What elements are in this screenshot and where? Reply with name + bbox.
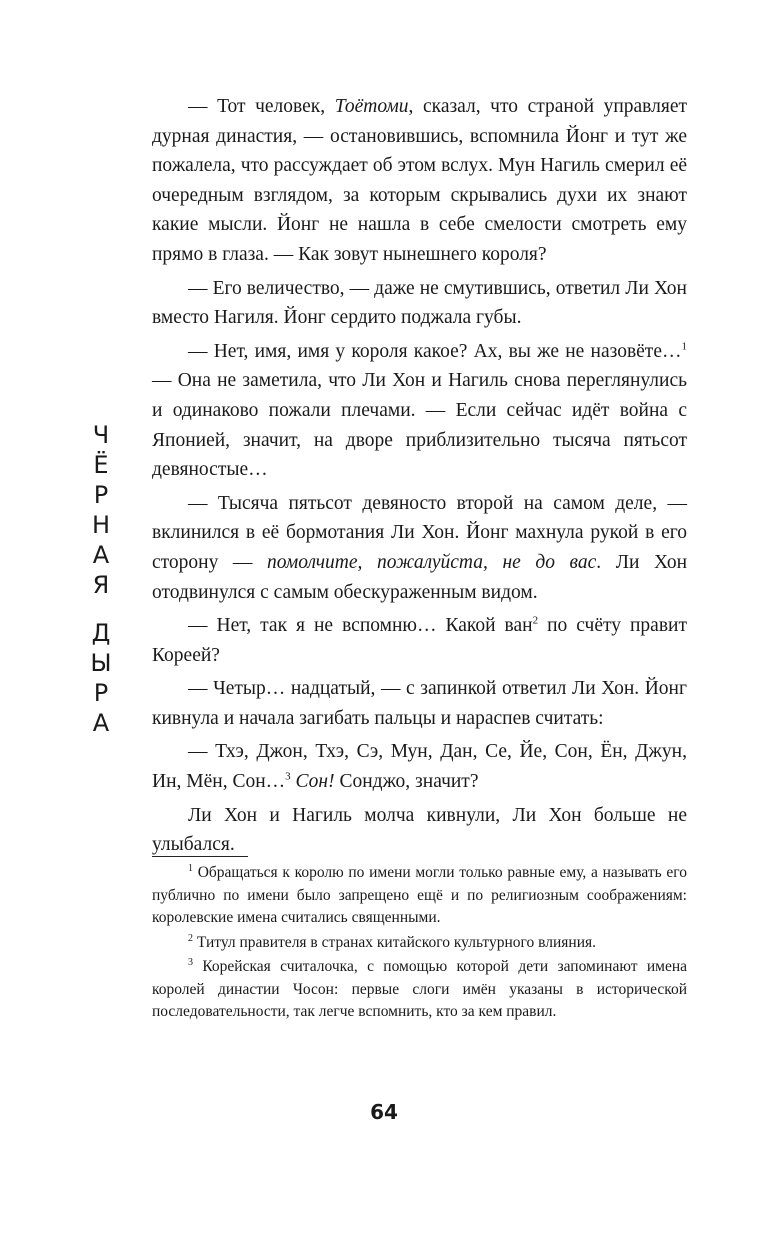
- footnote-ref: 1: [681, 340, 687, 353]
- title-word-gap: [86, 600, 116, 618]
- text-run: — Она не заметила, что Ли Хон и Нагиль снова переглянулись и одинаково пожали плечами. — Если сейчас идёт война с Японией, значит, на дворе приблизительно тысяча пятьсот девяностые…: [152, 370, 687, 481]
- footnote: [152, 956, 687, 1024]
- paragraph: [152, 337, 687, 485]
- text-run: — Тхэ, Джон, Тхэ, Сэ, Мун, Дан, Се, Йе, Сон, Ён, Джун, Ин, Мён, Сон…: [152, 741, 687, 793]
- footnote-number: 3: [188, 956, 193, 968]
- footnote: [152, 862, 687, 930]
- running-title-vertical: [86, 420, 116, 738]
- text-run: — Нет, так я не вспомню… Какой ван: [188, 615, 533, 637]
- italic-run: Сон!: [295, 771, 335, 793]
- footnote-number: 1: [188, 862, 193, 874]
- title-letter: Р: [93, 679, 109, 707]
- text-run: — Четыр… надцатый, — с запинкой ответил Ли Хон. Йонг кивнула и начала загибать пальцы и нараспев считать:: [152, 678, 687, 729]
- text-run: , сказал, что страной управляет дурная династия, — остановившись, вспомнила Йонг и тут же пожалела, что рассуждает об этом вслух. Мун Нагиль смерил её очередным взглядом, за которым скрывались духи их знают какие мысли. Йонг не нашла в себе смелости смотреть ему прямо в глаза. — Как зовут нынешнего короля?: [152, 96, 687, 265]
- footnote-separator: [152, 856, 248, 857]
- paragraph: [152, 92, 687, 270]
- text-run: . Ли Хон отодвинулся с самым обескураженным видом.: [152, 551, 688, 603]
- text-run: Ли Хон и Нагиль молча кивнули, Ли Хон больше не улыбался.: [152, 804, 687, 856]
- paragraph: [152, 274, 687, 333]
- title-letter: Я: [92, 571, 110, 599]
- title-letter: Ч: [92, 421, 110, 449]
- title-letter: Ё: [93, 451, 109, 479]
- paragraph: [152, 737, 687, 796]
- footnote-ref: 2: [532, 614, 539, 627]
- title-letter: Д: [91, 619, 111, 647]
- text-run: — Его величество, — даже не смутившись, ответил Ли Хон вместо Нагиля. Йонг сердито поджала губы.: [152, 277, 687, 329]
- title-letter: Ы: [90, 649, 112, 677]
- footnote-ref: 3: [285, 770, 291, 783]
- paragraph: [152, 489, 687, 607]
- text-run: — Нет, имя, имя у короля какое? Ах, вы же не назовёте…: [188, 340, 682, 362]
- footnote: [152, 932, 687, 955]
- footnote-number: 2: [188, 932, 193, 944]
- title-letter: Н: [91, 511, 111, 539]
- footnote-text: Корейская считалочка, с помощью которой дети запоминают имена королей династии Чосон: первые слоги имён указаны в исторической последовательности, так легче вспомнить, кто за кем правил.: [152, 958, 687, 1020]
- text-run: Сонджо, значит?: [334, 771, 479, 793]
- text-run: — Тысяча пятьсот девяносто второй на самом деле, — вклинился в её бормотания Ли Хон. Йонг махнула рукой в его сторону —: [152, 492, 687, 573]
- italic-run: помолчите, пожалуйста, не до вас: [267, 551, 597, 573]
- text-run: по счёту правит Кореей?: [152, 615, 688, 666]
- title-letter: А: [92, 709, 110, 737]
- footnote-text: Титул правителя в странах китайского культурного влияния.: [196, 933, 596, 951]
- title-letter: А: [92, 541, 110, 569]
- paragraph: [152, 801, 687, 860]
- title-letter: Р: [93, 481, 109, 509]
- footnote-text: Обращаться к королю по имени могли только равные ему, а называть его публично по имени было запрещено ещё и по религиозным соображениям: королевские имена считались священными.: [152, 864, 688, 926]
- text-run: — Тот человек,: [188, 96, 335, 117]
- page-number: 64: [370, 1100, 398, 1124]
- footnotes: [152, 862, 687, 1026]
- italic-run: Тоётоми: [334, 96, 409, 117]
- paragraph: [152, 611, 687, 670]
- paragraph: [152, 674, 687, 733]
- body-text: [152, 92, 687, 864]
